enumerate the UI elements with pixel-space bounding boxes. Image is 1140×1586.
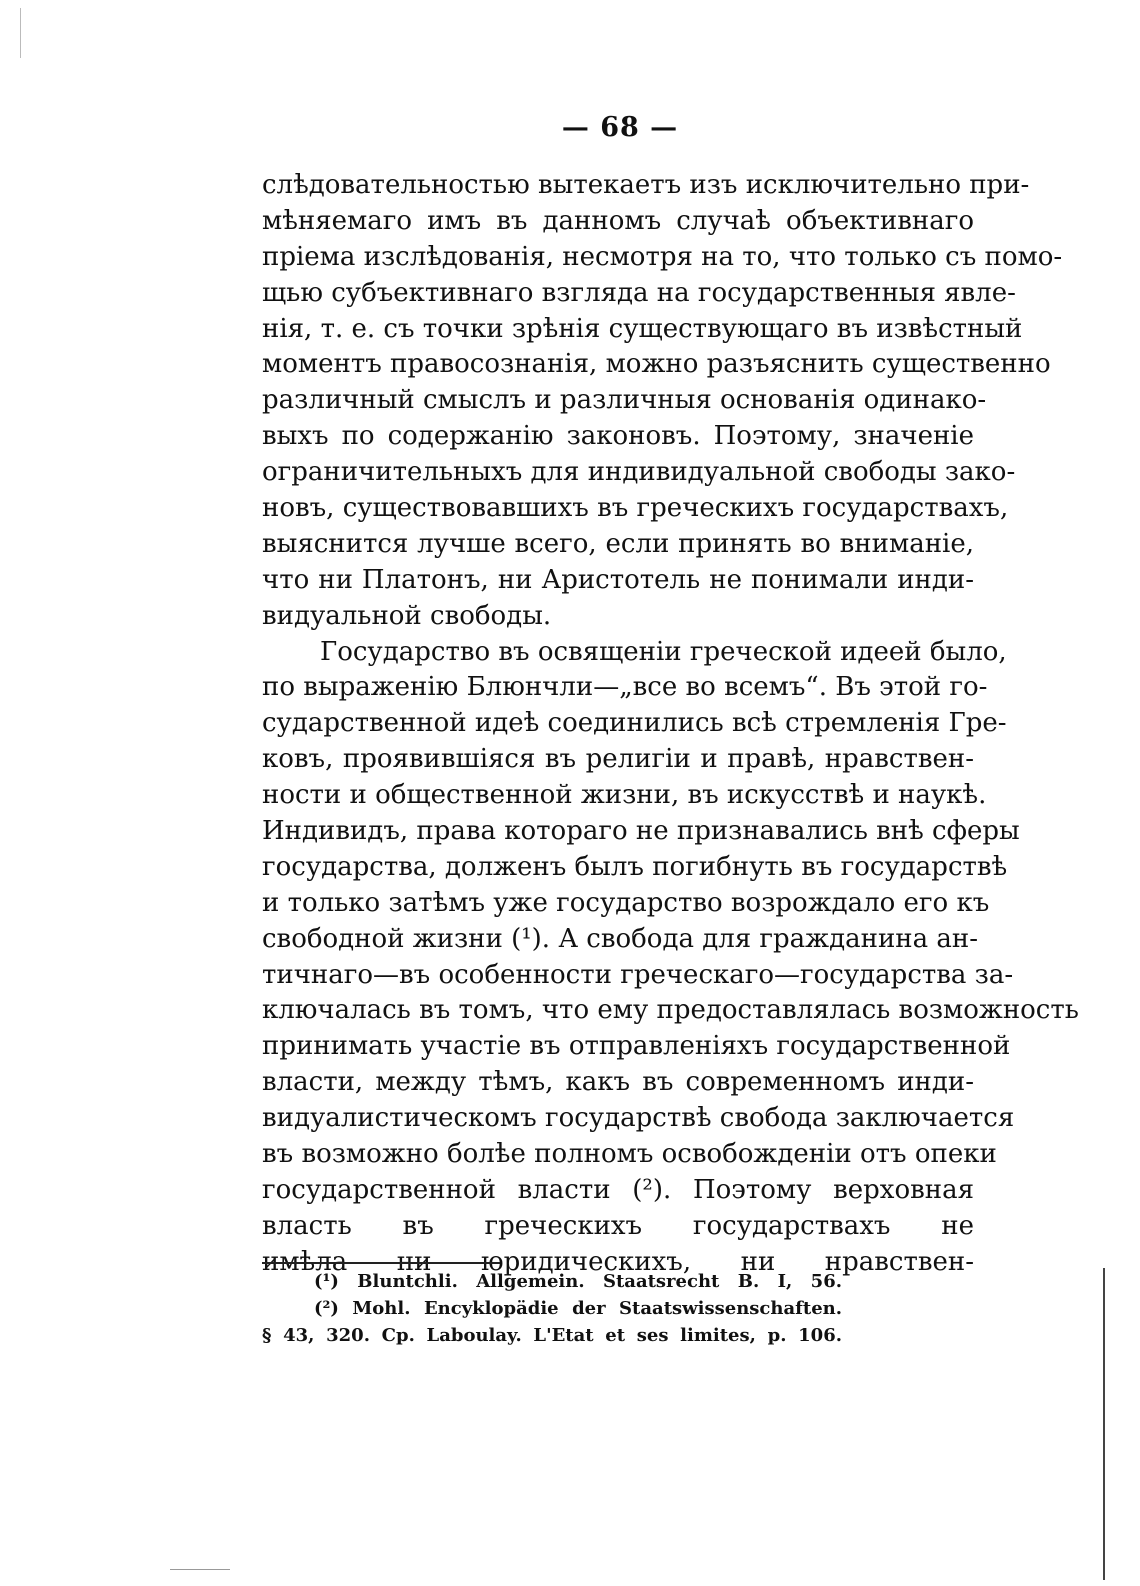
text-line: нія, т. е. съ точки зрѣнія существующаго въ извѣстный [262, 313, 1023, 344]
text-line: сударственной идеѣ соединились всѣ стремленія Гре- [262, 708, 1007, 739]
text-line: принимать участіе въ отправленіяхъ государственной [262, 1031, 1011, 1062]
text-line-spaced: власть въ греческихъ государствахъ не [262, 1210, 974, 1241]
text-line: выхъ по содержанію законовъ. Поэтому, значеніе [262, 421, 974, 452]
footnote-2-continuation: § 43, 320. Cp. Laboulay. L'Etat et ses limites, p. 106. [262, 1325, 842, 1346]
text-line-spaced: имѣла ни юридическихъ, ни нравствен- [262, 1246, 974, 1277]
text-line: выяснится лучше всего, если принять во вниманіе, [262, 528, 974, 559]
footnote-1: (¹) Bluntchli. Allgemein. Staatsrecht B. I, 56. [314, 1271, 842, 1292]
footnotes [262, 1268, 842, 1349]
scan-edge-mark-top-left [20, 8, 21, 58]
page-number: — 68 — [561, 112, 679, 143]
footnote-divider [262, 1262, 500, 1264]
text-line: свободной жизни (¹). А свобода для гражданина ан- [262, 923, 978, 954]
text-line: новъ, существовавшихъ въ греческихъ государствахъ, [262, 493, 1009, 524]
paragraph-end-line: видуальной свободы. [262, 600, 552, 631]
text-line: по выраженію Блюнчли—„все во всемъ“. Въ этой го- [262, 672, 988, 703]
body-text [262, 168, 1079, 1281]
text-line: мѣняемаго имъ въ данномъ случаѣ объективнаго [262, 205, 974, 236]
text-line: моментъ правосознанія, можно разъяснить существенно [262, 349, 1051, 380]
text-line: государства, долженъ былъ погибнуть въ государствѣ [262, 851, 1008, 882]
text-line: Индивидъ, права котораго не признавались внѣ сферы [262, 816, 1020, 847]
text-line: видуалистическомъ государствѣ свобода заключается [262, 1103, 1015, 1134]
text-line: государственной власти (²). Поэтому верховная [262, 1174, 974, 1205]
text-line: ограничительныхъ для индивидуальной свободы зако- [262, 457, 1016, 488]
text-line: ключалась въ томъ, что ему предоставлялась возможность [262, 995, 1079, 1026]
text-line: и только затѣмъ уже государство возрождало его къ [262, 887, 990, 918]
text-line: ности и общественной жизни, въ искусствѣ и наукѣ. [262, 780, 987, 811]
text-line: что ни Платонъ, ни Аристотель не понимали инди- [262, 564, 974, 595]
footnote-2: (²) Mohl. Encyklopädie der Staatswissenschaften. [314, 1298, 842, 1319]
text-line: въ возможно болѣе полномъ освобожденіи отъ опеки [262, 1139, 997, 1170]
text-line: власти, между тѣмъ, какъ въ современномъ инди- [262, 1067, 974, 1098]
text-line: щью субъективнаго взгляда на государственныя явле- [262, 277, 1016, 308]
text-line: пріема изслѣдованія, несмотря на то, что только съ помо- [262, 241, 1063, 272]
text-line: тичнаго—въ особенности греческаго—государства за- [262, 959, 1014, 990]
text-line: слѣдовательностью вытекаетъ изъ исключительно при- [262, 170, 1030, 200]
scan-edge-mark-right [1103, 1268, 1105, 1580]
paragraph-start-line: Государство въ освященіи греческой идеей было, [320, 636, 1007, 667]
text-line: различный смыслъ и различныя основанія одинако- [262, 385, 987, 416]
scan-edge-mark-bottom [170, 1569, 230, 1570]
text-line: ковъ, проявившіяся въ религіи и правѣ, нравствен- [262, 744, 974, 775]
